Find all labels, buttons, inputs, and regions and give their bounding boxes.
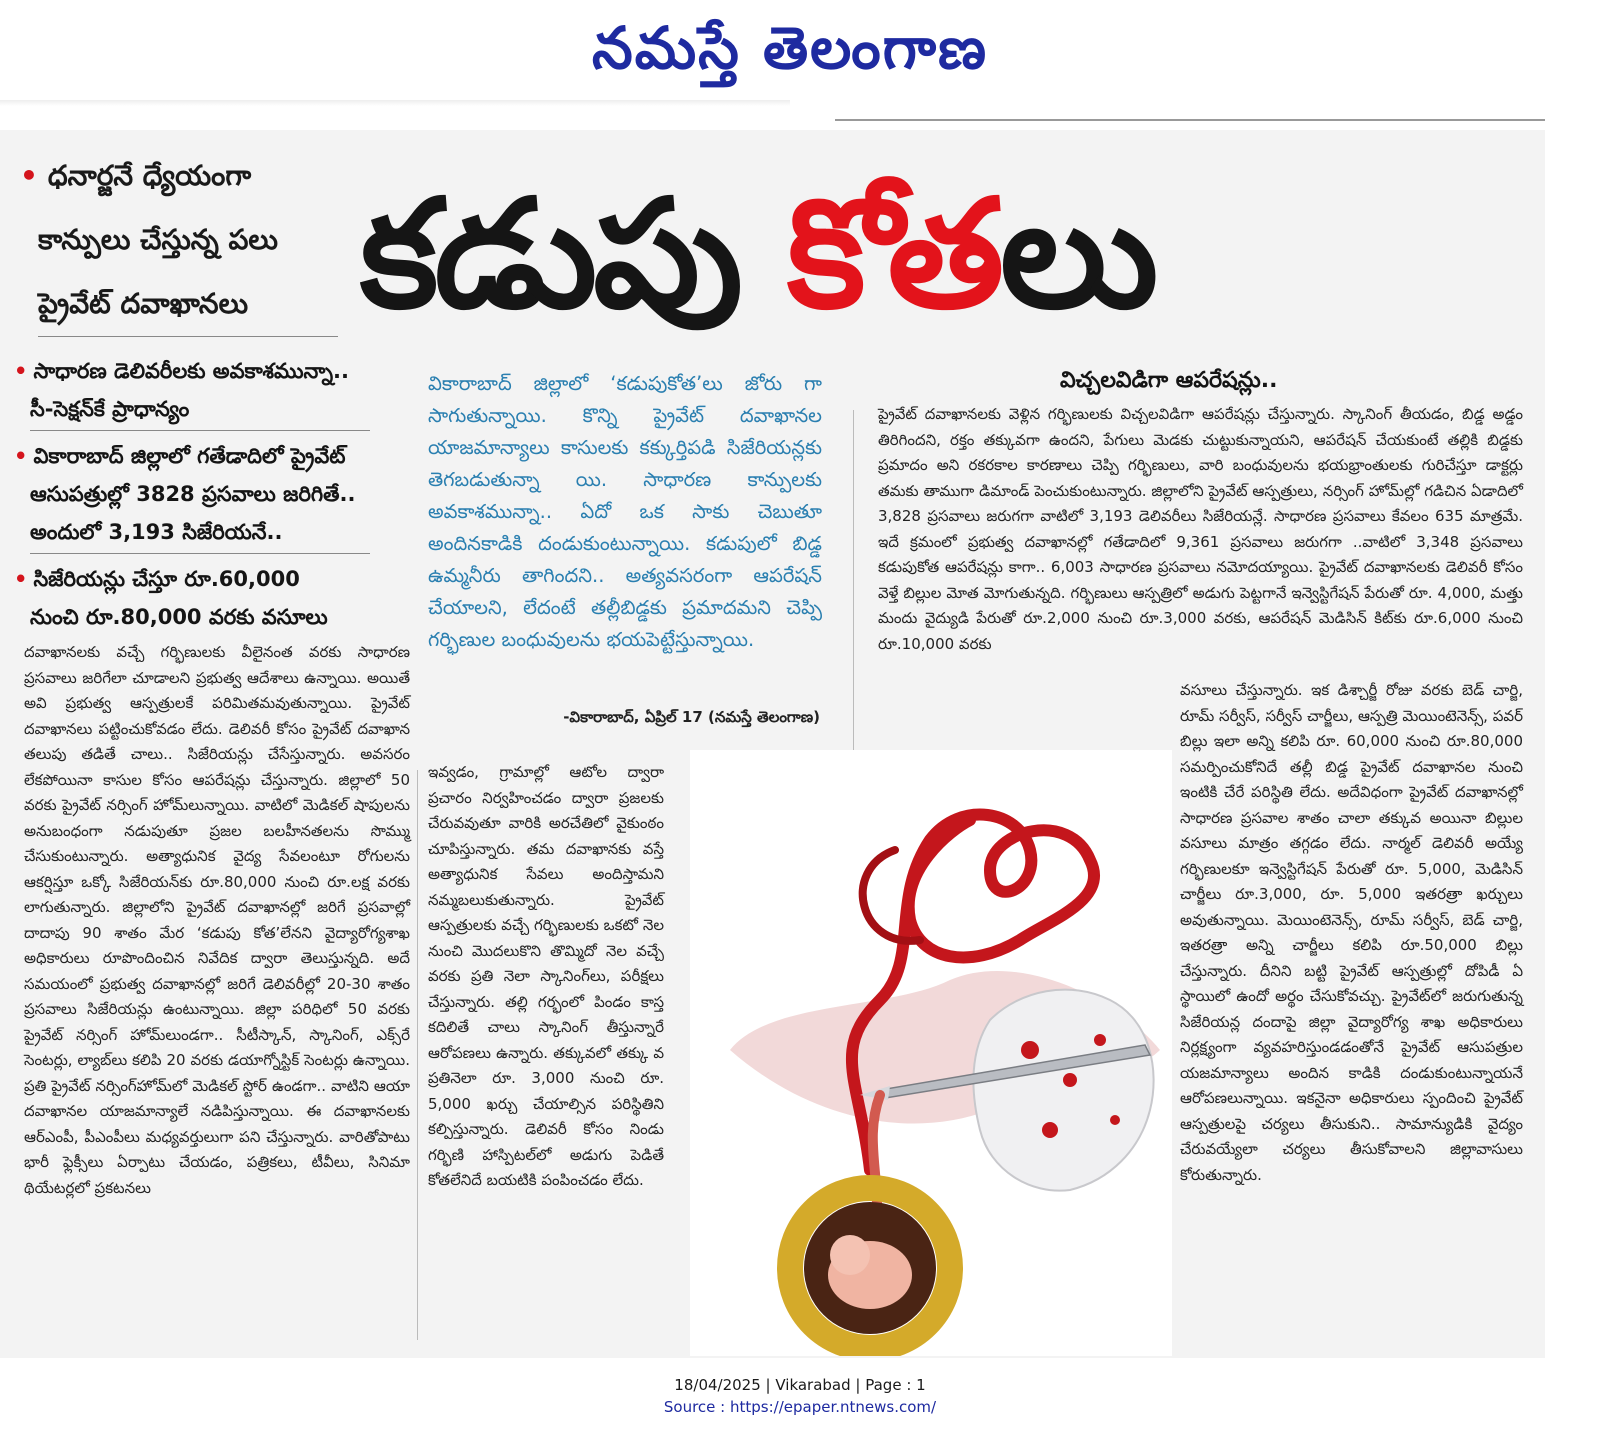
highlight-line: • వికారాబాద్ జిల్లాలో గతేడాదిలో ప్రైవేట్ bbox=[14, 437, 394, 475]
masthead-rule-right bbox=[835, 119, 1545, 121]
footer-edition-info: 18/04/2025 | Vikarabad | Page : 1 bbox=[674, 1376, 926, 1394]
divider bbox=[38, 336, 338, 337]
divider bbox=[30, 430, 370, 431]
column-divider bbox=[853, 410, 854, 750]
masthead bbox=[0, 0, 1600, 110]
article-column-3-bottom: వసూలు చేస్తున్నారు. ఇక డిశ్చార్జీ రోజు వరకు బెడ్ చార్జి, రూమ్ సర్వీస్, సర్వీస్ చార్జీలు, ఆస్పత్రి మెయింటెనెన్స్, పవర్ బిల్లు ఇలా అన్ని కలిపి రూ. 60,000 నుంచి రూ.80,000 సమర్పించుకోనిదే తల్లీ బిడ్డ ప్రైవేట్ దవాఖానల నుంచి ఇంటికి చేరే పరిస్థితి లేదు. అదేవిధంగా ప్రైవేట్ దవాఖానల్లో సాధారణ ప్రసవాల శాతం చాలా తక్కువ అయినా బిల్లుల వసూలు మాత్రం తగ్గడం లేదు. నార్మల్ డెలివరీ అయ్యే గర్భిణులకూ ఇన్వెస్టిగేషన్ పేరుతో రూ. 5,000, మెడిసిన్ చార్జీలు రూ.3,000, రూ. 5,000 ఇతరత్రా ఖర్చులు అవుతున్నాయి. మెయింటెనెన్స్, రూమ్ సర్వీస్, బెడ్ చార్జి, ఇతరత్రా అన్ని చార్జీలు కలిపి రూ.50,000 బిల్లు చేస్తున్నారు. దీనిని బట్టి ప్రైవేట్ ఆస్పత్రుల్లో దోపిడీ ఏ స్థాయిలో ఉందో అర్థం చేసుకోవచ్చు. ప్రైవేట్‌లో జరుగుతున్న సిజేరియన్ల దందాపై జిల్లా వైద్యారోగ్య శాఖ అధికారులు నిర్లక్ష్యంగా వ్యవహరిస్తుండడంతోనే ప్రైవేట్ ఆసుపత్రుల యజమాన్యాలు అందిన కాడికి దండుకుంటున్నాయనే ఆరోపణలున్నాయి. ఇకనైనా అధికారులు స్పందించి ప్రైవేట్ ఆస్పత్రులపై చర్యలు తీసుకుని.. సామాన్యుడికి వైద్యం చేరువయ్యేలా చర్యలు తీసుకోవాలని జిల్లావాసులు కోరుతున్నారు. bbox=[1180, 681, 1523, 1184]
article-column-2: ఇవ్వడం, గ్రామాల్లో ఆటోల ద్వారా ప్రచారం నిర్వహించడం ద్వారా ప్రజలకు చేరువవుతూ వారికి అరచేతిలో వైకుంఠం చూపిస్తున్నారు. తమ దవాఖానకు వస్తే అత్యాధునిక సేవలు అందిస్తామని నమ్మబలుకుతున్నారు. ప్రైవేట్ ఆస్పత్రులకు వచ్చే గర్భిణులకు ఒకటో నెల నుంచి మొదలుకొని తొమ్మిదో నెల వచ్చే వరకు ప్రతి నెలా స్కానింగ్‌లు, పరీక్షలు చేస్తున్నారు. తల్లి గర్భంలో పిండం కాస్త కదిలితే చాలు స్కానింగ్ తీస్తున్నారే ఆరోపణలు ఉన్నారు. తక్కువలో తక్కు వ ప్రతినెలా రూ. 3,000 నుంచి రూ. 5,000 ఖర్చు చేయాల్సిన పరిస్థితిని కల్పిస్తున్నారు. డెలివరీ కోసం నిండు గర్భిణి హాస్పిటల్‌లో అడుగు పెడితే కోతలేనిదే బయటికి పంపించడం లేదు. bbox=[428, 763, 664, 1189]
headline-part-black: కడుపు bbox=[360, 168, 788, 342]
headline-part-red: కోత bbox=[787, 168, 1001, 342]
masthead-rule-left bbox=[0, 100, 790, 106]
column-divider bbox=[417, 770, 418, 1340]
mid-highlights bbox=[14, 352, 394, 636]
headline bbox=[360, 170, 1540, 340]
highlight-line: అందులో 3,193 సిజేరియనే.. bbox=[30, 520, 283, 544]
top-highlight-line: ప్రైవేట్ దవాఖానలు bbox=[38, 287, 249, 320]
subheading: విచ్చలవిడిగా ఆపరేషన్లు.. bbox=[1060, 368, 1278, 393]
highlight-item bbox=[14, 437, 394, 551]
highlight-line: ఆసుపత్రుల్లో 3828 ప్రసవాలు జరిగితే.. bbox=[30, 482, 356, 506]
highlight-line: • సిజేరియన్లు చేస్తూ రూ.60,000 bbox=[14, 560, 394, 598]
divider bbox=[30, 553, 370, 554]
footer-source: Source : https://epaper.ntnews.com/ bbox=[663, 1398, 937, 1416]
illustration-graphic bbox=[690, 750, 1172, 1356]
article-column-3-top: ప్రైవేట్ దవాఖానలకు వెళ్లిన గర్భిణులకు విచ్చలవిడిగా ఆపరేషన్లు చేస్తున్నారు. స్కానింగ్ తీయడం, బిడ్డ అడ్డం తిరిగిందని, రక్తం తక్కువగా ఉందని, పేగులు మెడకు చుట్టుకున్నాయని, ఆపరేషన్ చేయకుంటే తల్లికి బిడ్డకు ప్రమాదం అని రకరకాల కారణాలు చెప్పి గర్భిణులు, వారి బంధువులను భయభ్రాంతులకు గురిచేస్తూ డాక్టర్లు తమకు తాముగా డిమాండ్ పెంచుకుంటున్నారు. జిల్లాలోని ప్రైవేట్ ఆస్పత్రులు, నర్సింగ్ హోమ్‌ల్లో గడిచిన ఏడాదిలో 3,828 ప్రసవాలు జరుగగా వాటిలో 3,193 డెలివరీలు సిజేరియన్లే. సాధారణ ప్రసవాలు కేవలం 635 మాత్రమే. ఇదే క్రమంలో ప్రభుత్వ దవాఖానల్లో గతేడాదిలో 9,361 ప్రసవాలు జరుగగా ..వాటిలో 3,348 ప్రసవాలు కడుపుకోత ఆపరేషన్లు కాగా.. 6,003 సాధారణ ప్రసవాలు నమోదయ్యాయి. ప్రైవేట్ దవాఖానలకు డెలివరీ కోసం వెళ్తే బిల్లుల మోత మోగుతున్నది. గర్భిణులు ఆస్పత్రిలో అడుగు పెట్టగానే ఇన్వెస్టిగేషన్ పేరుతో రూ. 4,000, మత్తు మందు వైద్యుడి పేరుతో రూ.2,000 నుంచి రూ.3,000 వరకు, ఆపరేషన్ మెడిసిన్ కిట్‌కు రూ.6,000 నుంచి రూ.10,000 వరకు bbox=[878, 405, 1523, 653]
article-column-1: దవాఖానలకు వచ్చే గర్భిణులకు వీలైనంత వరకు సాధారణ ప్రసవాలు జరిగేలా చూడాలని ప్రభుత్వ ఆదేశాలు ఉన్నాయి. అయితే అవి ప్రభుత్వ ఆస్పత్రులకే పరిమితమవుతున్నాయి. ప్రైవేట్ దవాఖానలు పట్టించుకోవడం లేదు. డెలివరీ కోసం ప్రైవేట్ దవాఖాన తలుపు తడితే చాలు.. సిజేరియన్లు చేసేస్తున్నారు. అవసరం లేకపోయినా కాసుల కోసం ఆపరేషన్లు చేస్తున్నారు. జిల్లాలో 50 వరకు ప్రైవేట్ నర్సింగ్ హోమ్‌లున్నాయి. వాటిలో మెడికల్ షాపులను అనుబంధంగా నడుపుతూ ప్రజల బలహీనతలను సొమ్ము చేసుకుంటున్నారు. అత్యాధునిక వైద్య సేవలంటూ రోగులను ఆకర్షిస్తూ ఒక్కో సిజేరియన్‌కు రూ.80,000 నుంచి రూ.లక్ష వరకు లాగుతున్నారు. జిల్లాలోని ప్రైవేట్ దవాఖానల్లో జరిగే ప్రసవాల్లో దాదాపు 90 శాతం మేర ‘కడుపు కోత’లేనని వైద్యారోగ్యశాఖ అధికారులు రూపొందించిన నివేదిక ద్వారా తెలుస్తున్నది. అదే సమయంలో ప్రభుత్వ దవాఖానల్లో జరిగే డెలివరీల్లో 20-30 శాతం ప్రసవాలు సిజేరియన్లు ఉంటున్నాయి. జిల్లా పరిధిలో 50 వరకు ప్రైవేట్ నర్సింగ్ హోమ్‌లుండగా.. సీటీస్కాన్, స్కానింగ్, ఎక్స్‌రే సెంటర్లు, ల్యాబ్‌లు కలిపి 20 వరకు డయాగ్నోస్టిక్ సెంటర్లు ఉన్నాయి. ప్రతి ప్రైవేట్ నర్సింగ్‌హోమ్‌లో మెడికల్ స్టోర్ ఉండగా.. వాటిని ఆయా దవాఖానల యాజమాన్యాలే నడిపిస్తున్నాయి. ఈ దవాఖానలకు ఆర్‌ఎంపీ, పీఎంపీలు మధ్యవర్తులుగా పని చేస్తున్నారు. వారితోపాటు భారీ ఫ్లెక్సీలు ఏర్పాటు చేయడం, పత్రికలు, టీవీలు, సినిమా థియేటర్లలో ప్రకటనలు bbox=[24, 643, 410, 1197]
highlight-item bbox=[14, 560, 394, 636]
c-section-illustration bbox=[690, 750, 1172, 1356]
highlight-line: సీ-సెక్షన్‌కే ప్రాధాన్యం bbox=[30, 397, 190, 421]
headline-part-black-end: లు bbox=[1000, 168, 1155, 342]
top-highlight-line: కాన్పులు చేస్తున్న పలు bbox=[38, 223, 278, 256]
page-footer bbox=[0, 1374, 1600, 1418]
top-highlights bbox=[20, 144, 350, 337]
top-highlight-line: • ధనార్జనే ధ్యేయంగా bbox=[20, 144, 350, 208]
article-intro: వికారాబాద్ జిల్లాలో ‘కడుపుకోత’లు జోరు గా సాగుతున్నాయి. కొన్ని ప్రైవేట్ దవాఖానల యాజమాన్యాలు కాసులకు కక్కుర్తిపడి సిజేరియన్లకు తెగబడుతున్నా యి. సాధారణ కాన్పులకు అవకాశమున్నా.. ఏదో ఒక సాకు చెబుతూ అందినకాడికి దండుకుంటున్నాయి. కడుపులో బిడ్డ ఉమ్మనీరు తాగిందని.. అత్యవసరంగా ఆపరేషన్ చేయాలని, లేదంటే తల్లీబిడ్డకు ప్రమాదమని చెప్పి గర్భిణుల బంధువులను భయపెట్టేస్తున్నాయి. bbox=[428, 372, 822, 651]
highlight-line: నుంచి రూ.80,000 వరకు వసూలు bbox=[30, 605, 328, 629]
newspaper-logo: నమస్తే తెలంగాణ bbox=[592, 14, 988, 82]
dateline: -వికారాబాద్, ఏప్రిల్ 17 (నమస్తే తెలంగాణ) bbox=[563, 708, 820, 726]
article-page bbox=[0, 130, 1545, 1358]
highlight-item bbox=[14, 352, 394, 428]
highlight-line: • సాధారణ డెలివరీలకు అవకాశమున్నా.. bbox=[14, 352, 394, 390]
